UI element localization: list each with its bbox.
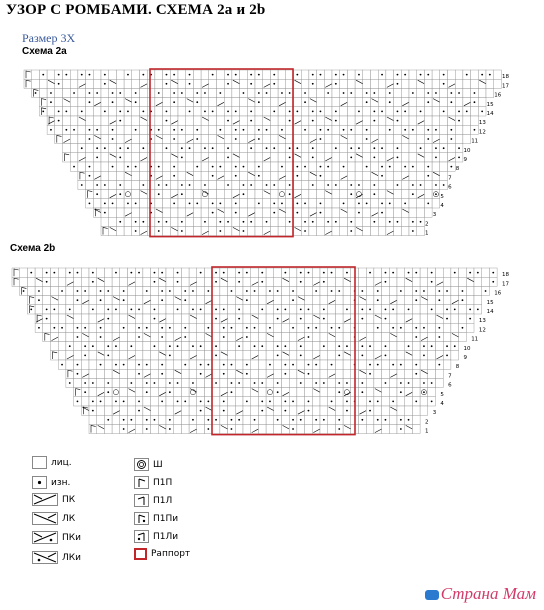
chart-row-6 bbox=[66, 378, 443, 387]
legend-p1l bbox=[134, 494, 172, 507]
p1p-icon bbox=[134, 476, 149, 489]
row-number: 17 bbox=[502, 281, 509, 288]
row-number: 2 bbox=[425, 419, 429, 426]
row-number: 1 bbox=[425, 230, 429, 237]
chart-row-15 bbox=[27, 296, 481, 305]
legend-cable-right-purl-label: ПКи bbox=[62, 532, 82, 543]
site-logo-icon bbox=[425, 590, 439, 600]
chart-row-17 bbox=[24, 79, 501, 88]
chart-row-10 bbox=[51, 342, 459, 351]
chart-row-10 bbox=[63, 144, 463, 153]
schema-2b-chart bbox=[0, 268, 544, 468]
row-number: 4 bbox=[440, 203, 444, 209]
row-number: 14 bbox=[486, 111, 494, 117]
row-number: 3 bbox=[432, 212, 437, 219]
chart-row-8 bbox=[58, 360, 451, 369]
schema-2a-chart bbox=[0, 70, 544, 270]
row-number: 16 bbox=[494, 290, 502, 297]
row-number: 7 bbox=[448, 373, 452, 380]
legend-cable-left-purl-label: ЛКи bbox=[62, 552, 82, 563]
row-number: 2 bbox=[425, 221, 429, 228]
cable-right-icon bbox=[32, 493, 58, 506]
row-number: 3 bbox=[432, 410, 437, 417]
chart-row-18 bbox=[12, 268, 497, 277]
size-label: Размер 3Х bbox=[22, 31, 76, 45]
legend-bobble-label: Ш bbox=[153, 459, 163, 470]
chart-row-11 bbox=[43, 332, 467, 341]
chart-row-17 bbox=[12, 277, 497, 286]
p1pi-icon bbox=[134, 512, 149, 525]
row-number: 13 bbox=[478, 318, 486, 325]
legend-cable-right-purl bbox=[32, 531, 81, 544]
row-number: 14 bbox=[486, 309, 494, 315]
chart-row-3 bbox=[93, 208, 432, 217]
row-number: 6 bbox=[448, 382, 452, 389]
chart-row-2 bbox=[89, 415, 420, 424]
legend-repeat-label: Раппорт bbox=[151, 549, 191, 559]
chart-row-14 bbox=[27, 305, 481, 314]
row-number: 11 bbox=[471, 138, 479, 145]
chart-row-7 bbox=[66, 369, 443, 378]
row-number: 11 bbox=[471, 336, 479, 343]
row-number: 10 bbox=[463, 147, 471, 154]
legend-p1pi-label: П1Пи bbox=[153, 513, 179, 524]
chart-row-4 bbox=[86, 199, 440, 208]
chart-row-15 bbox=[39, 98, 486, 107]
row-number: 1 bbox=[425, 428, 429, 435]
legend-p1li bbox=[134, 530, 178, 543]
row-number: 9 bbox=[463, 355, 467, 361]
cable-left-icon bbox=[32, 512, 58, 525]
purl-symbol-icon bbox=[32, 476, 47, 489]
row-number: 7 bbox=[448, 175, 452, 182]
legend-p1li-label: П1Ли bbox=[153, 531, 179, 542]
legend-p1p-label: П1П bbox=[153, 477, 173, 488]
watermark bbox=[425, 584, 536, 604]
row-number: 10 bbox=[463, 345, 471, 352]
cable-left-purl-icon bbox=[32, 551, 58, 564]
legend-purl bbox=[32, 476, 70, 489]
legend-bobble bbox=[134, 458, 163, 471]
legend-purl-label: изн. bbox=[51, 477, 71, 488]
legend-knit bbox=[32, 456, 72, 469]
row-number: 12 bbox=[478, 327, 486, 334]
chart-row-9 bbox=[51, 351, 459, 360]
row-number: 5 bbox=[440, 391, 444, 398]
chart-row-11 bbox=[55, 134, 471, 143]
chart-row-13 bbox=[47, 116, 478, 125]
chart-row-5 bbox=[74, 388, 436, 397]
row-number: 12 bbox=[478, 129, 486, 136]
row-number: 8 bbox=[455, 166, 460, 173]
legend-knit-label: лиц. bbox=[51, 457, 72, 468]
schema-2a-label: Схема 2а bbox=[22, 46, 67, 57]
chart-row-7 bbox=[78, 171, 448, 180]
bobble-icon bbox=[134, 458, 149, 471]
row-number: 6 bbox=[448, 184, 452, 191]
chart-row-14 bbox=[39, 107, 486, 116]
legend-p1l-label: П1Л bbox=[153, 495, 173, 506]
chart-row-1 bbox=[89, 424, 420, 433]
row-number: 9 bbox=[463, 157, 467, 163]
repeat-box-icon bbox=[134, 548, 147, 560]
row-number: 5 bbox=[440, 193, 444, 200]
legend-cable-left bbox=[32, 512, 75, 525]
row-number: 16 bbox=[494, 92, 502, 99]
chart-row-4 bbox=[74, 397, 436, 406]
chart-row-16 bbox=[32, 88, 494, 97]
chart-row-16 bbox=[20, 286, 490, 295]
legend-repeat bbox=[134, 548, 190, 560]
cable-right-purl-icon bbox=[32, 531, 58, 544]
watermark-text: Страна Мам bbox=[440, 584, 536, 603]
legend-cable-right bbox=[32, 493, 75, 506]
legend-cable-right-label: ПК bbox=[62, 494, 76, 505]
chart-row-9 bbox=[63, 153, 463, 162]
legend-p1p bbox=[134, 476, 172, 489]
p1li-icon bbox=[134, 530, 149, 543]
schema-2b-label: Схема 2b bbox=[10, 243, 56, 254]
row-number: 17 bbox=[502, 83, 509, 90]
legend-p1pi bbox=[134, 512, 178, 525]
chart-row-12 bbox=[35, 323, 474, 332]
chart-row-6 bbox=[78, 180, 448, 189]
p1l-icon bbox=[134, 494, 149, 507]
chart-row-18 bbox=[24, 70, 501, 79]
row-number: 15 bbox=[486, 101, 494, 108]
row-number: 18 bbox=[502, 272, 509, 279]
chart-row-13 bbox=[35, 314, 474, 323]
row-number: 18 bbox=[502, 74, 509, 81]
legend-cable-left-purl bbox=[32, 551, 81, 564]
chart-row-3 bbox=[81, 406, 428, 415]
row-number: 15 bbox=[486, 299, 494, 306]
row-number: 4 bbox=[440, 401, 444, 407]
chart-row-12 bbox=[47, 125, 478, 134]
page-title: УЗОР С РОМБАМИ. СХЕМА 2a и 2b bbox=[6, 2, 266, 18]
row-number: 13 bbox=[478, 120, 486, 127]
knit-symbol-icon bbox=[32, 456, 47, 469]
chart-row-5 bbox=[86, 190, 440, 199]
chart-row-8 bbox=[70, 162, 455, 171]
legend-cable-left-label: ЛК bbox=[62, 513, 76, 524]
row-number: 8 bbox=[455, 364, 460, 371]
